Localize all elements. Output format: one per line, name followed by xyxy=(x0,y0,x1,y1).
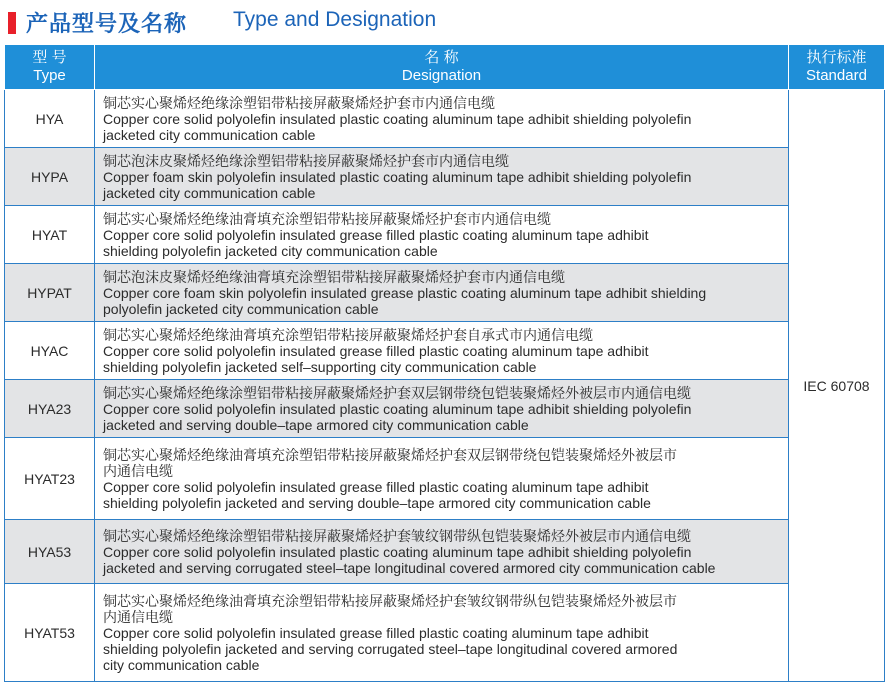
designation-cell xyxy=(95,206,789,264)
designation-line: Copper core solid polyolefin insulated grease filled plastic coating aluminum tape adhibit xyxy=(103,624,649,641)
designation-line: Copper core solid polyolefin insulated plastic coating aluminum tape adhibit shielding polyolefin xyxy=(103,543,692,560)
designation-line: Copper core solid polyolefin insulated plastic coating aluminum tape adhibit shielding polyolefin xyxy=(103,110,692,127)
type-cell: HYA23 xyxy=(5,380,95,438)
standard-column-header xyxy=(789,45,885,90)
section-heading xyxy=(0,0,890,44)
designation-header-zh: 名 称 xyxy=(424,49,459,66)
table-row xyxy=(5,90,885,148)
type-header-en: Type xyxy=(33,67,66,84)
standard-header-zh: 执行标准 xyxy=(806,49,867,66)
designation-line: Copper core solid polyolefin insulated plastic coating aluminum tape adhibit shielding polyolefin xyxy=(103,400,692,417)
designation-cell xyxy=(95,148,789,206)
type-cell: HYAT23 xyxy=(5,438,95,520)
designation-line: Copper core solid polyolefin insulated grease filled plastic coating aluminum tape adhibit xyxy=(103,478,649,495)
type-header-zh: 型 号 xyxy=(32,49,67,66)
designation-line: shielding polyolefin jacketed and serving corrugated steel–tape longitudinal covered armored xyxy=(103,640,678,657)
designation-line: jacketed city communication cable xyxy=(103,184,316,201)
heading-marker xyxy=(8,12,16,34)
designation-line: shielding polyolefin jacketed self–supporting city communication cable xyxy=(103,358,537,375)
designation-cell xyxy=(95,264,789,322)
designation-line: Copper core foam skin polyolefin insulated grease plastic coating aluminum tape adhibit shielding xyxy=(103,284,707,301)
designation-line: shielding polyolefin jacketed city communication cable xyxy=(103,242,438,259)
designation-line: shielding polyolefin jacketed and serving double–tape armored city communication cable xyxy=(103,494,651,511)
table-row xyxy=(5,322,885,380)
type-cell: HYA xyxy=(5,90,95,148)
type-cell: HYPAT xyxy=(5,264,95,322)
designation-line: jacketed and serving double–tape armored city communication cable xyxy=(103,416,529,433)
standard-cell: IEC 60708 xyxy=(789,90,885,682)
designation-line: 铜芯实心聚烯烃绝缘涂塑铝带粘接屏蔽聚烯烃护套市内通信电缆 xyxy=(103,94,495,111)
designation-line: 铜芯泡沫皮聚烯烃绝缘涂塑铝带粘接屏蔽聚烯烃护套市内通信电缆 xyxy=(103,152,509,169)
standard-header-en: Standard xyxy=(806,67,867,84)
heading-title-en: Type and Designation xyxy=(233,8,437,31)
designation-line: jacketed city communication cable xyxy=(103,126,316,143)
type-cell: HYAC xyxy=(5,322,95,380)
table-row xyxy=(5,148,885,206)
table-header-row xyxy=(5,45,885,90)
type-cell: HYPA xyxy=(5,148,95,206)
type-cell: HYA53 xyxy=(5,520,95,584)
designation-line: 铜芯实心聚烯烃绝缘油膏填充涂塑铝带粘接屏蔽聚烯烃护套自承式市内通信电缆 xyxy=(103,326,593,343)
table-row xyxy=(5,206,885,264)
type-cell: HYAT53 xyxy=(5,584,95,682)
designation-line: 铜芯泡沫皮聚烯烃绝缘油膏填充涂塑铝带粘接屏蔽聚烯烃护套市内通信电缆 xyxy=(103,268,565,285)
designation-line: Copper core solid polyolefin insulated grease filled plastic coating aluminum tape adhibit xyxy=(103,226,649,243)
designation-line: 内通信电缆 xyxy=(103,462,173,479)
designation-line: 铜芯实心聚烯烃绝缘油膏填充涂塑铝带粘接屏蔽聚烯烃护套双层钢带绕包铠装聚烯烃外被层市 xyxy=(103,446,677,463)
table-row xyxy=(5,584,885,682)
designation-column-header xyxy=(95,45,789,90)
designation-cell xyxy=(95,322,789,380)
designation-line: jacketed and serving corrugated steel–tape longitudinal covered armored city communication cable xyxy=(103,559,716,576)
designation-line: Copper foam skin polyolefin insulated plastic coating aluminum tape adhibit shielding polyolefin xyxy=(103,168,692,185)
designation-cell xyxy=(95,584,789,682)
designation-cell xyxy=(95,380,789,438)
type-column-header xyxy=(5,45,95,90)
table-row xyxy=(5,438,885,520)
designation-line: 铜芯实心聚烯烃绝缘油膏填充涂塑铝带粘接屏蔽聚烯烃护套皱纹钢带纵包铠装聚烯烃外被层市 xyxy=(103,592,677,609)
designation-line: polyolefin jacketed city communication cable xyxy=(103,300,379,317)
heading-title-zh: 产品型号及名称 xyxy=(26,11,188,36)
table-row xyxy=(5,380,885,438)
type-cell: HYAT xyxy=(5,206,95,264)
designation-line: 铜芯实心聚烯烃绝缘涂塑铝带粘接屏蔽聚烯烃护套双层钢带绕包铠装聚烯烃外被层市内通信电缆 xyxy=(103,384,691,401)
table-row xyxy=(5,520,885,584)
table-row xyxy=(5,264,885,322)
designation-cell xyxy=(95,90,789,148)
designation-header-en: Designation xyxy=(401,67,482,84)
designation-cell xyxy=(95,438,789,520)
designation-cell xyxy=(95,520,789,584)
designation-line: 铜芯实心聚烯烃绝缘油膏填充涂塑铝带粘接屏蔽聚烯烃护套市内通信电缆 xyxy=(103,210,551,227)
designation-line: Copper core solid polyolefin insulated grease filled plastic coating aluminum tape adhibit xyxy=(103,342,649,359)
designation-line: 内通信电缆 xyxy=(103,608,173,625)
designation-line: city communication cable xyxy=(103,656,260,673)
designation-line: 铜芯实心聚烯烃绝缘涂塑铝带粘接屏蔽聚烯烃护套皱纹钢带纵包铠装聚烯烃外被层市内通信电缆 xyxy=(103,527,691,544)
designation-table xyxy=(4,44,885,682)
